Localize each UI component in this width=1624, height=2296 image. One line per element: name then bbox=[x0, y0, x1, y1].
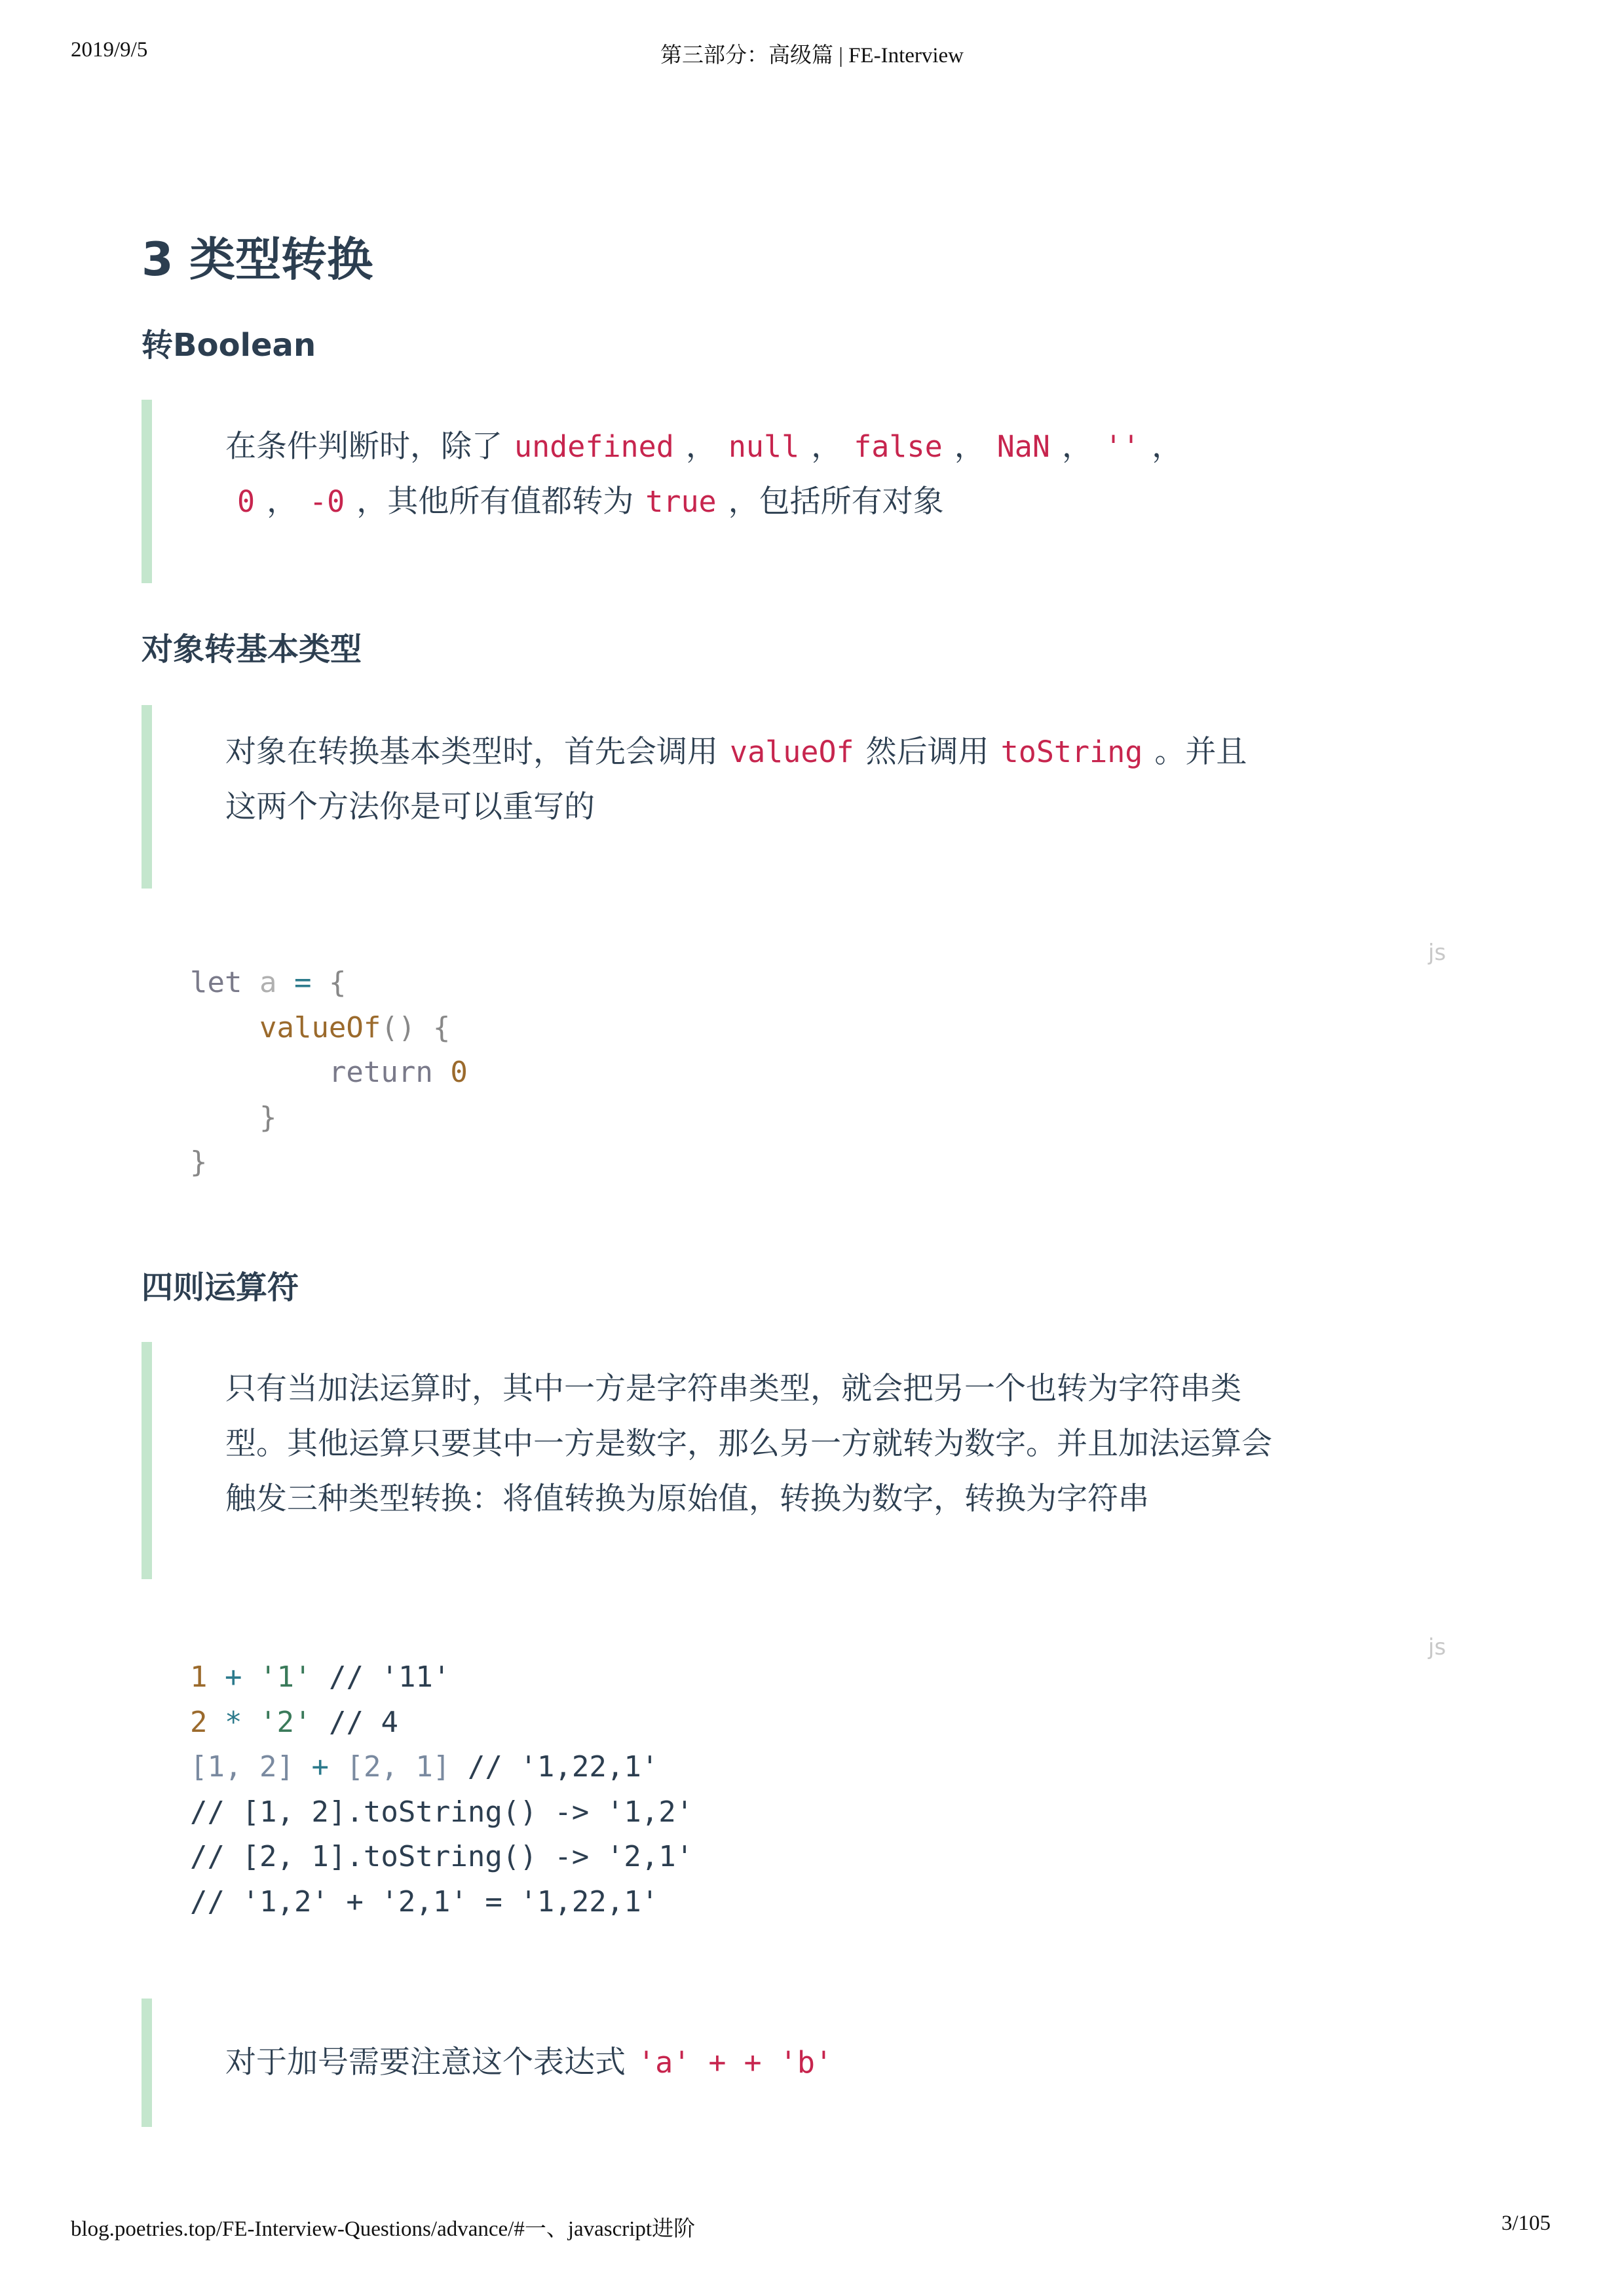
code-token: + bbox=[311, 1750, 329, 1784]
code-token: = bbox=[293, 966, 312, 999]
text: 在条件判断时，除了 bbox=[225, 429, 502, 465]
text: 对象在转换基本类型时，首先会调用 bbox=[225, 734, 718, 770]
quote-line bbox=[225, 725, 1339, 780]
footer-page-number: 3/105 bbox=[1501, 2211, 1551, 2235]
quote-line: 触发三种类型转换：将值转换为原始值，转换为数字，转换为字符串 bbox=[225, 1481, 1149, 1517]
code-line bbox=[190, 1655, 693, 1700]
code-token: let bbox=[190, 966, 242, 999]
inline-code: NaN bbox=[996, 429, 1050, 464]
text: 对于加号需要注意这个表达式 bbox=[225, 2044, 626, 2080]
heading-to-boolean: 转Boolean bbox=[142, 327, 316, 364]
code-line: // [1, 2].toString() -> '1,2' bbox=[190, 1795, 694, 1829]
text: ，包括所有对象 bbox=[728, 484, 944, 520]
code-token: { bbox=[432, 1010, 451, 1044]
code-line: // '1,2' + '2,1' = '1,22,1' bbox=[190, 1885, 659, 1919]
code-token: '1' bbox=[259, 1660, 312, 1694]
blockquote-text bbox=[225, 2035, 1339, 2090]
code-token: 1 bbox=[190, 1660, 208, 1694]
code-line bbox=[190, 961, 468, 1006]
code-token: // '1,22,1' bbox=[467, 1750, 659, 1784]
code-token: // 4 bbox=[328, 1705, 398, 1739]
blockquote-text bbox=[225, 725, 1339, 835]
text: ， bbox=[811, 429, 842, 465]
text: ， bbox=[954, 429, 985, 465]
blockquote-plus-note bbox=[142, 1999, 1347, 2127]
code-token: { bbox=[328, 966, 347, 999]
inline-code: 'a' + + 'b' bbox=[637, 2045, 833, 2080]
code-token: a bbox=[259, 966, 277, 999]
code-token: } bbox=[259, 1100, 277, 1134]
text: ，其他所有值都转为 bbox=[356, 484, 634, 520]
code-token: () bbox=[381, 1010, 416, 1044]
text: 。并且 bbox=[1154, 734, 1247, 770]
code-token: + bbox=[225, 1660, 242, 1694]
code-line bbox=[190, 1096, 468, 1141]
quote-line bbox=[225, 2035, 1339, 2090]
blockquote-object-to-primitive bbox=[142, 705, 1347, 889]
blockquote-text bbox=[225, 419, 1339, 529]
text: ， bbox=[267, 484, 298, 520]
inline-code: false bbox=[854, 429, 943, 464]
text: ， bbox=[1061, 429, 1093, 465]
code-language-label: js bbox=[1428, 1634, 1446, 1660]
code-line bbox=[190, 1700, 693, 1746]
inline-code: toString bbox=[1000, 735, 1143, 769]
section-title: 3 类型转换 bbox=[142, 233, 373, 286]
code-token: [2, 1] bbox=[346, 1750, 451, 1784]
code-token: * bbox=[225, 1705, 242, 1739]
code-token: } bbox=[190, 1145, 208, 1179]
inline-code: true bbox=[645, 484, 717, 519]
code-token: 0 bbox=[450, 1056, 468, 1089]
header-title: 第三部分：高级篇 | FE-Interview bbox=[660, 44, 964, 67]
code-token: [1, 2] bbox=[190, 1750, 294, 1784]
text: 然后调用 bbox=[865, 734, 989, 770]
inline-code: 0 bbox=[237, 484, 255, 519]
text: ， bbox=[1152, 429, 1183, 465]
text: ， bbox=[685, 429, 717, 465]
quote-line bbox=[225, 474, 1339, 529]
quote-line: 只有当加法运算时，其中一方是字符串类型，就会把另一个也转为字符串类 bbox=[225, 1371, 1241, 1407]
code-token: 2 bbox=[190, 1705, 208, 1739]
heading-arithmetic-operators: 四则运算符 bbox=[142, 1269, 299, 1306]
code-line bbox=[190, 1140, 468, 1185]
blockquote-arithmetic bbox=[142, 1342, 1347, 1579]
code-language-label: js bbox=[1428, 940, 1446, 966]
code-block-valueof bbox=[190, 961, 468, 1185]
code-token: // '11' bbox=[328, 1660, 451, 1694]
code-line bbox=[190, 1006, 468, 1051]
code-token: valueOf bbox=[259, 1010, 381, 1044]
code-line bbox=[190, 1050, 468, 1096]
code-block-arithmetic bbox=[190, 1655, 693, 1924]
quote-line: 型。其他运算只要其中一方是数字，那么另一方就转为数字。并且加法运算会 bbox=[225, 1426, 1272, 1462]
inline-code: null bbox=[728, 429, 800, 464]
blockquote-text bbox=[225, 1362, 1339, 1527]
code-token: '2' bbox=[259, 1705, 312, 1739]
header-date: 2019/9/5 bbox=[71, 38, 148, 62]
inline-code: '' bbox=[1104, 429, 1141, 464]
blockquote-to-boolean bbox=[142, 400, 1347, 583]
inline-code: undefined bbox=[514, 429, 674, 464]
code-line: // [2, 1].toString() -> '2,1' bbox=[190, 1840, 694, 1873]
quote-line: 这两个方法你是可以重写的 bbox=[225, 789, 595, 825]
code-line bbox=[190, 1745, 693, 1790]
footer-url: blog.poetries.top/FE-Interview-Questions/advance/#一、javascript进阶 bbox=[71, 2217, 696, 2241]
quote-line bbox=[225, 419, 1339, 474]
inline-code: -0 bbox=[309, 484, 345, 519]
heading-object-to-primitive: 对象转基本类型 bbox=[142, 631, 362, 668]
inline-code: valueOf bbox=[730, 735, 854, 769]
code-token: return bbox=[328, 1056, 433, 1089]
